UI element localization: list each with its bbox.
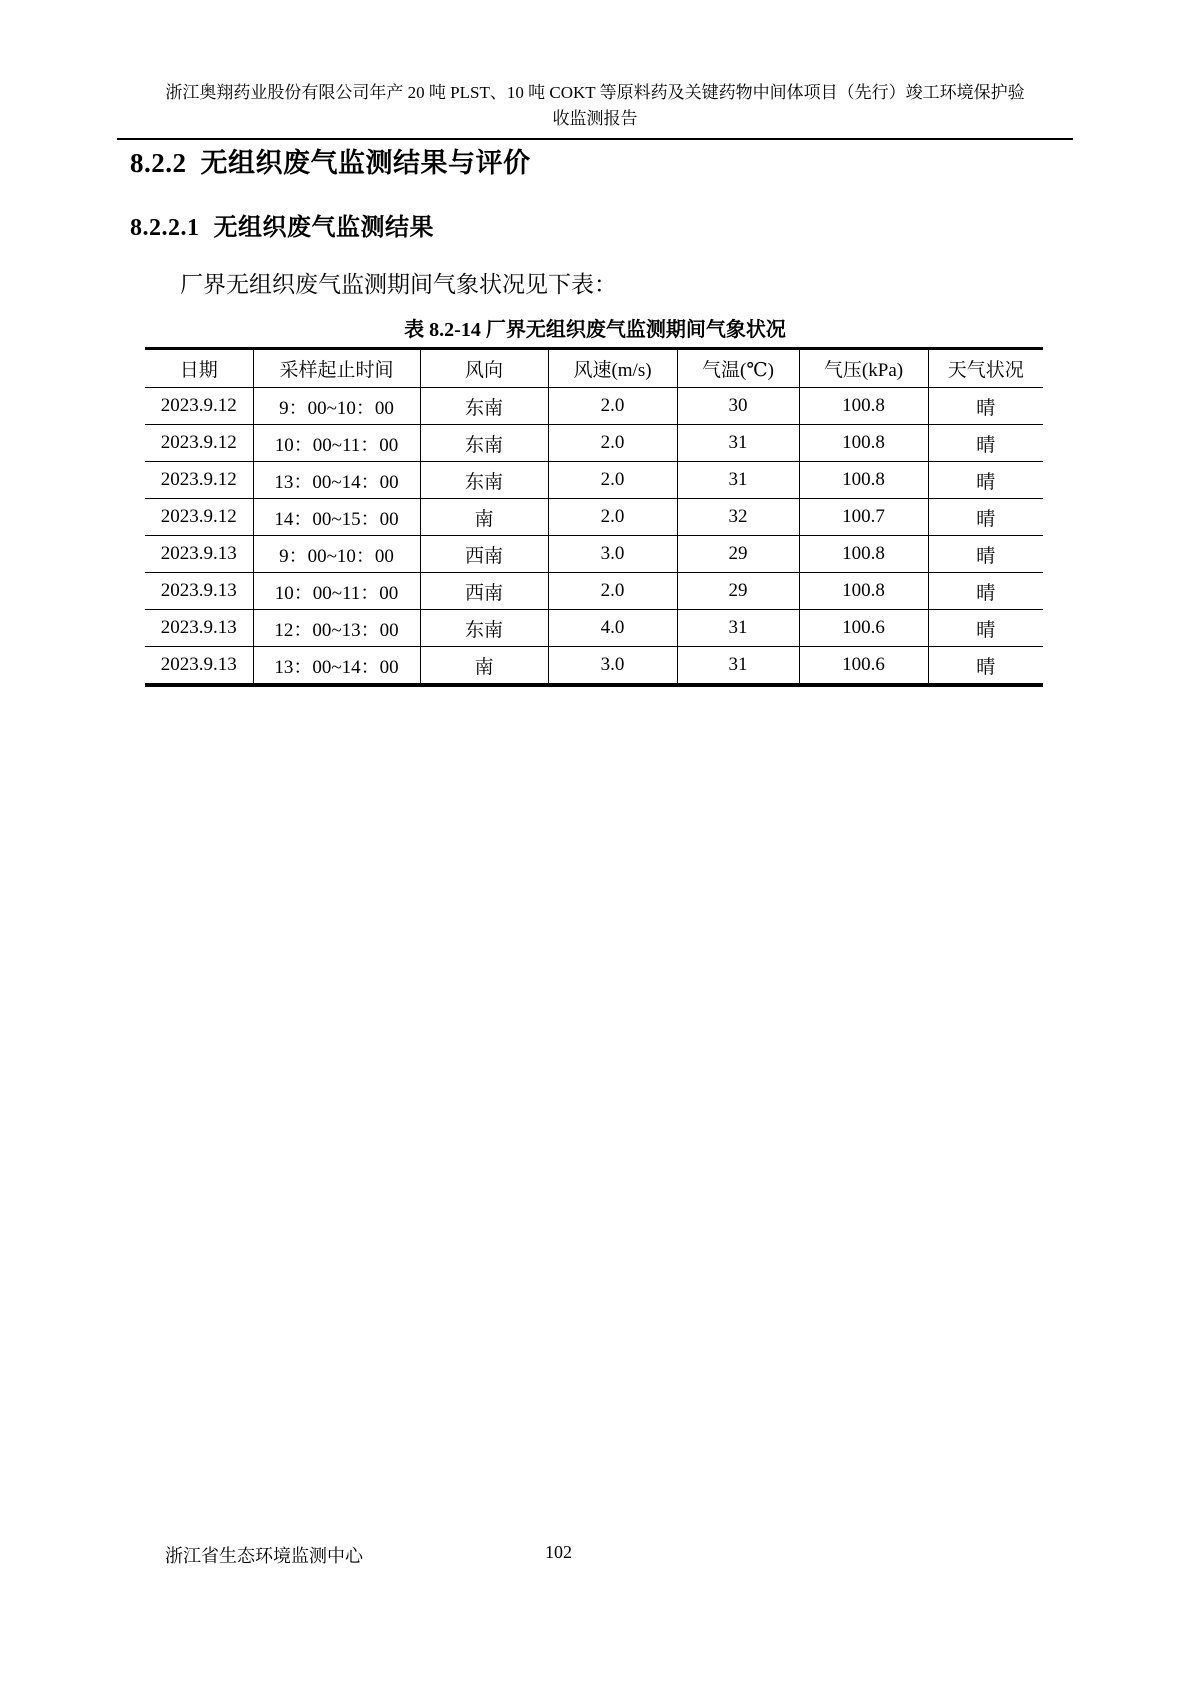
col-header-sampling-time: 采样起止时间	[253, 349, 420, 388]
table-cell: 南	[420, 499, 548, 536]
table-cell: 晴	[928, 573, 1043, 610]
table-cell: 30	[677, 388, 799, 425]
col-header-wind-direction: 风向	[420, 349, 548, 388]
table-cell: 9：00~10：00	[253, 388, 420, 425]
table-cell: 2.0	[548, 388, 677, 425]
table-cell: 晴	[928, 499, 1043, 536]
table-cell: 2023.9.12	[145, 499, 253, 536]
table-cell: 10：00~11：00	[253, 573, 420, 610]
table-cell: 14：00~15：00	[253, 499, 420, 536]
table-row	[145, 388, 1043, 425]
table-cell: 2023.9.12	[145, 425, 253, 462]
table-cell: 12：00~13：00	[253, 610, 420, 647]
table-caption: 表 8.2-14 厂界无组织废气监测期间气象状况	[404, 319, 786, 341]
table-cell: 29	[677, 536, 799, 573]
col-header-wind-speed: 风速(m/s)	[548, 349, 677, 388]
table-cell: 晴	[928, 462, 1043, 499]
table-row	[145, 462, 1043, 499]
table-cell: 13：00~14：00	[253, 462, 420, 499]
page-header-line1: 浙江奥翔药业股份有限公司年产 20 吨 PLST、10 吨 COKT 等原料药及关键药物中间体项目（先行）竣工环境保护验	[165, 83, 1025, 102]
table-cell: 2.0	[548, 425, 677, 462]
table-cell: 3.0	[548, 647, 677, 686]
weather-conditions-table	[145, 347, 1043, 687]
section-title: 无组织废气监测结果	[213, 215, 434, 241]
table-cell: 100.6	[799, 647, 928, 686]
table-cell: 东南	[420, 462, 548, 499]
table-cell: 晴	[928, 536, 1043, 573]
table-cell: 2.0	[548, 462, 677, 499]
table-cell: 100.7	[799, 499, 928, 536]
table-cell: 32	[677, 499, 799, 536]
col-header-pressure: 气压(kPa)	[799, 349, 928, 388]
table-cell: 东南	[420, 425, 548, 462]
table-cell: 31	[677, 647, 799, 686]
table-cell: 100.8	[799, 388, 928, 425]
table-row	[145, 499, 1043, 536]
table-cell: 3.0	[548, 536, 677, 573]
table-cell: 10：00~11：00	[253, 425, 420, 462]
table-cell: 29	[677, 573, 799, 610]
table-cell: 100.8	[799, 536, 928, 573]
page-header	[117, 80, 1073, 140]
table-cell: 2023.9.13	[145, 536, 253, 573]
footer-organization: 浙江省生态环境监测中心	[165, 1546, 363, 1566]
table-cell: 31	[677, 610, 799, 647]
table-header	[145, 349, 1043, 388]
table-cell: 西南	[420, 536, 548, 573]
page-header-line2: 收监测报告	[552, 109, 638, 129]
table-cell: 9：00~10：00	[253, 536, 420, 573]
table-row	[145, 573, 1043, 610]
table-cell: 东南	[420, 388, 548, 425]
col-header-date: 日期	[145, 349, 253, 388]
table-cell: 2023.9.13	[145, 573, 253, 610]
table-header-row	[145, 349, 1043, 388]
table-cell: 31	[677, 462, 799, 499]
table-cell: 2023.9.13	[145, 647, 253, 686]
col-header-weather: 天气状况	[928, 349, 1043, 388]
table-row	[145, 647, 1043, 686]
table-cell: 晴	[928, 647, 1043, 686]
table-cell: 2023.9.12	[145, 462, 253, 499]
table-cell: 100.8	[799, 573, 928, 610]
table-cell: 晴	[928, 388, 1043, 425]
section-heading-8-2-2	[130, 141, 531, 180]
table-cell: 2.0	[548, 573, 677, 610]
table-row	[145, 610, 1043, 647]
table-cell: 东南	[420, 610, 548, 647]
section-heading-8-2-2-1	[130, 207, 434, 242]
table-cell: 13：00~14：00	[253, 647, 420, 686]
table-body	[145, 388, 1043, 686]
col-header-temperature: 气温(℃)	[677, 349, 799, 388]
table-cell: 4.0	[548, 610, 677, 647]
table-cell: 100.8	[799, 462, 928, 499]
table-row	[145, 425, 1043, 462]
table-cell: 西南	[420, 573, 548, 610]
section-title: 无组织废气监测结果与评价	[200, 148, 531, 178]
table-cell: 2.0	[548, 499, 677, 536]
table-cell: 100.8	[799, 425, 928, 462]
table-cell: 2023.9.12	[145, 388, 253, 425]
footer-page-number: 102	[545, 1542, 572, 1562]
table-cell: 晴	[928, 610, 1043, 647]
intro-paragraph: 厂界无组织废气监测期间气象状况见下表：	[180, 272, 617, 297]
table-cell: 100.6	[799, 610, 928, 647]
section-number: 8.2.2	[130, 148, 187, 178]
table-row	[145, 536, 1043, 573]
table-cell: 31	[677, 425, 799, 462]
table-cell: 晴	[928, 425, 1043, 462]
section-number: 8.2.2.1	[130, 215, 200, 241]
table-cell: 2023.9.13	[145, 610, 253, 647]
table-cell: 南	[420, 647, 548, 686]
